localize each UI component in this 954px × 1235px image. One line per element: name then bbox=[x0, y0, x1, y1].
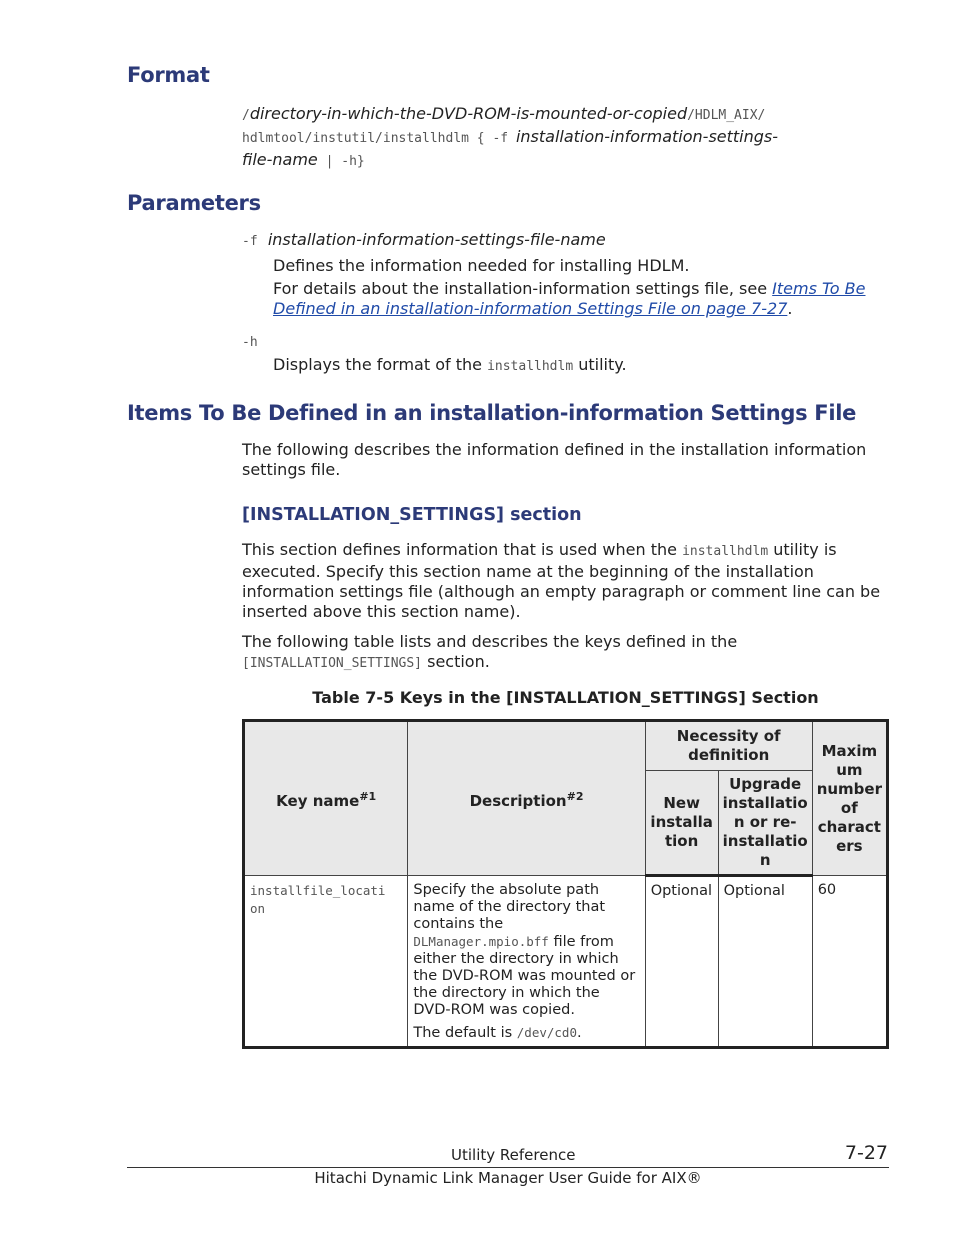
page-number: 7-27 bbox=[844, 1142, 888, 1164]
format-heading: Format bbox=[127, 63, 210, 87]
param-h-term bbox=[242, 331, 258, 353]
param-f-arg: installation-information-settings-file-name bbox=[267, 230, 606, 249]
table-row bbox=[244, 876, 888, 1048]
footer-divider bbox=[127, 1167, 889, 1168]
table-intro: The following table lists and describes the keys defined in the [INSTALLATION_SETTINGS] section. bbox=[242, 632, 738, 671]
header-key-name: Key name$^{\#1}$ bbox=[244, 721, 408, 876]
syntax-settings-file: installation-information-settings- bbox=[515, 127, 779, 146]
cell-upgrade: Optional bbox=[718, 876, 812, 1048]
syntax-slash: / bbox=[242, 108, 250, 123]
param-f-desc1: Defines the information needed for installing HDLM. bbox=[273, 256, 690, 275]
header-max-chars: Maxim um number of charact ers bbox=[812, 721, 887, 876]
cell-description: Specify the absolute path name of the directory that contains the DLManager.mpio.bff file from either the directory in which the DVD-ROM was mounted or the directory in which the DVD-ROM was copied. The default is /dev/cd0. bbox=[408, 876, 645, 1048]
installhdlm-code: installhdlm bbox=[682, 544, 769, 559]
header-necessity: Necessity of definition bbox=[645, 721, 812, 771]
syntax-directory: directory-in-which-the-DVD-ROM-is-mounted-or-copied bbox=[249, 104, 688, 123]
syntax-command: hdlmtool/instutil/installhdlm { -f bbox=[242, 131, 516, 146]
parameters-heading: Parameters bbox=[127, 191, 261, 215]
installation-settings-subheading: [INSTALLATION_SETTINGS] section bbox=[242, 505, 582, 525]
header-description: Description$^{\#2}$ bbox=[408, 721, 645, 876]
cell-new-install: Optional bbox=[645, 876, 718, 1048]
format-syntax bbox=[242, 103, 892, 172]
items-xref-link[interactable]: Items To Be Defined in an installation-information Settings File on page 7-27 bbox=[273, 279, 866, 318]
cell-max-chars: 60 bbox=[812, 876, 887, 1048]
syntax-file-name: file-name bbox=[242, 150, 318, 169]
param-f-flag: -f bbox=[242, 234, 258, 249]
header-new-install: New installa tion bbox=[645, 771, 718, 876]
footer-section: Utility Reference bbox=[451, 1146, 576, 1164]
header-upgrade: Upgrade installatio n or re-installatio n bbox=[718, 771, 812, 876]
items-heading: Items To Be Defined in an installation-information Settings File bbox=[127, 401, 857, 425]
param-f-term bbox=[242, 230, 606, 252]
param-f-desc2 bbox=[273, 279, 893, 319]
param-f-desc2-text: For details about the installation-information settings file, see bbox=[273, 279, 773, 298]
param-h-flag: -h bbox=[242, 335, 258, 350]
installhdlm-code: installhdlm bbox=[487, 359, 574, 374]
param-h-desc: Displays the format of the installhdlm utility. bbox=[273, 355, 627, 374]
syntax-hdlm-aix: /HDLM_AIX/ bbox=[687, 108, 766, 123]
param-f-desc2-period: . bbox=[787, 299, 793, 318]
footer-guide-title: Hitachi Dynamic Link Manager User Guide for AIX® bbox=[314, 1169, 702, 1187]
items-intro: The following describes the information defined in the installation information settings file. bbox=[242, 440, 867, 479]
section-description: This section defines information that is used when the installhdlm utility is executed. Specify this section name at the beginning of the installation information settings file (although an empty paragraph or comment line can be inserted above this section name). bbox=[242, 540, 881, 621]
cell-key: installfile_locati on bbox=[244, 876, 408, 1048]
keys-table bbox=[242, 719, 889, 1049]
section-name-code: [INSTALLATION_SETTINGS] bbox=[242, 656, 423, 671]
syntax-h-option: | -h} bbox=[317, 154, 365, 169]
table-caption: Table 7-5 Keys in the [INSTALLATION_SETTINGS] Section bbox=[312, 688, 819, 707]
